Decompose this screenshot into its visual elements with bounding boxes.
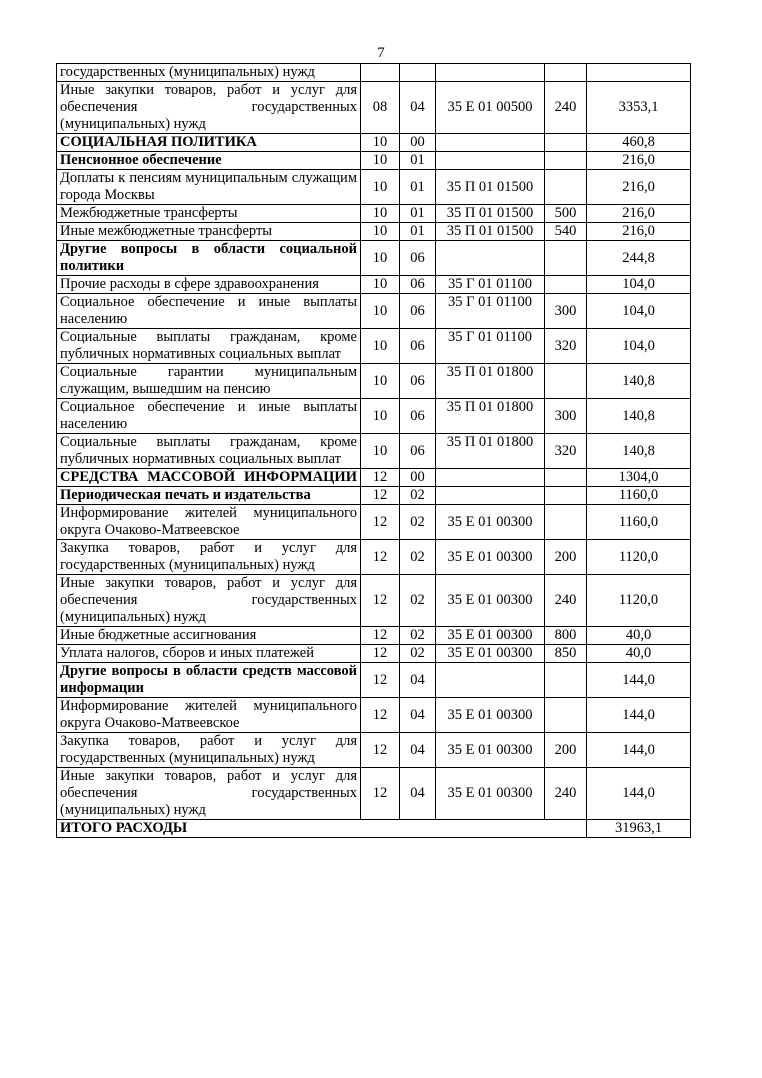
row-name-cell: Доплаты к пенсиям муниципальным служащим города Москвы — [57, 170, 361, 205]
row-name-cell: Иные бюджетные ассигнования — [57, 627, 361, 645]
table-row — [57, 487, 691, 505]
subsection-code-cell: 06 — [400, 434, 436, 469]
subsection-code-cell — [400, 64, 436, 82]
amount-cell: 104,0 — [587, 276, 691, 294]
table-row — [57, 627, 691, 645]
table-row — [57, 223, 691, 241]
amount-cell: 216,0 — [587, 205, 691, 223]
row-name-cell: Социальное обеспечение и иные выплаты населению — [57, 294, 361, 329]
row-name-cell: Иные межбюджетные трансферты — [57, 223, 361, 241]
row-name-cell: Периодическая печать и издательства — [57, 487, 361, 505]
row-name-cell: Информирование жителей муниципального округа Очаково-Матвеевское — [57, 505, 361, 540]
expense-type-code-cell — [545, 505, 587, 540]
row-name-cell: Другие вопросы в области средств массовой информации — [57, 663, 361, 698]
table-row — [57, 698, 691, 733]
expense-type-code-cell — [545, 698, 587, 733]
amount-cell: 144,0 — [587, 733, 691, 768]
table-row — [57, 82, 691, 134]
subsection-code-cell: 06 — [400, 329, 436, 364]
amount-cell: 144,0 — [587, 768, 691, 820]
target-item-code-cell: 35 Е 01 00300 — [436, 733, 545, 768]
row-name-cell: Социальные выплаты гражданам, кроме публичных нормативных социальных выплат — [57, 434, 361, 469]
subsection-code-cell: 02 — [400, 487, 436, 505]
section-code-cell: 12 — [361, 487, 400, 505]
total-row — [57, 820, 691, 838]
expense-type-code-cell: 540 — [545, 223, 587, 241]
amount-cell: 40,0 — [587, 645, 691, 663]
target-item-code-cell: 35 П 01 01500 — [436, 170, 545, 205]
target-item-code-cell: 35 П 01 01800 — [436, 434, 545, 469]
amount-cell: 216,0 — [587, 170, 691, 205]
target-item-code-cell — [436, 64, 545, 82]
subsection-code-cell: 06 — [400, 276, 436, 294]
table-row — [57, 64, 691, 82]
target-item-code-cell: 35 П 01 01500 — [436, 205, 545, 223]
expense-type-code-cell: 800 — [545, 627, 587, 645]
row-name-cell: Закупка товаров, работ и услуг для государственных (муниципальных) нужд — [57, 733, 361, 768]
table-row — [57, 540, 691, 575]
target-item-code-cell — [436, 134, 545, 152]
amount-cell: 1120,0 — [587, 540, 691, 575]
budget-expenditure-table — [56, 63, 691, 838]
row-name-cell: Социальные гарантии муниципальным служащим, вышедшим на пенсию — [57, 364, 361, 399]
table-row — [57, 170, 691, 205]
amount-cell: 216,0 — [587, 223, 691, 241]
amount-cell: 3353,1 — [587, 82, 691, 134]
expense-type-code-cell — [545, 170, 587, 205]
subsection-code-cell: 02 — [400, 627, 436, 645]
section-code-cell: 10 — [361, 434, 400, 469]
expense-type-code-cell: 320 — [545, 434, 587, 469]
target-item-code-cell: 35 Е 01 00300 — [436, 627, 545, 645]
expense-type-code-cell: 240 — [545, 768, 587, 820]
table-row — [57, 469, 691, 487]
expense-type-code-cell — [545, 134, 587, 152]
row-name-cell: Иные закупки товаров, работ и услуг для обеспечения государственных (муниципальных) нужд — [57, 575, 361, 627]
row-name-cell: Закупка товаров, работ и услуг для государственных (муниципальных) нужд — [57, 540, 361, 575]
row-name-cell: СРЕДСТВА МАССОВОЙ ИНФОРМАЦИИ — [57, 469, 361, 487]
expense-type-code-cell: 300 — [545, 294, 587, 329]
section-code-cell: 10 — [361, 364, 400, 399]
subsection-code-cell: 01 — [400, 170, 436, 205]
expense-type-code-cell: 850 — [545, 645, 587, 663]
row-name-cell: Социальное обеспечение и иные выплаты населению — [57, 399, 361, 434]
amount-cell: 104,0 — [587, 329, 691, 364]
section-code-cell: 10 — [361, 294, 400, 329]
expense-type-code-cell: 200 — [545, 540, 587, 575]
subsection-code-cell: 02 — [400, 505, 436, 540]
subsection-code-cell: 06 — [400, 294, 436, 329]
target-item-code-cell: 35 Е 01 00300 — [436, 768, 545, 820]
subsection-code-cell: 06 — [400, 364, 436, 399]
target-item-code-cell — [436, 663, 545, 698]
section-code-cell: 12 — [361, 768, 400, 820]
subsection-code-cell: 04 — [400, 698, 436, 733]
expense-type-code-cell: 240 — [545, 575, 587, 627]
section-code-cell: 12 — [361, 540, 400, 575]
section-code-cell: 10 — [361, 399, 400, 434]
row-name-cell: Социальные выплаты гражданам, кроме публичных нормативных социальных выплат — [57, 329, 361, 364]
row-name-cell: Информирование жителей муниципального округа Очаково-Матвеевское — [57, 698, 361, 733]
section-code-cell: 12 — [361, 505, 400, 540]
amount-cell: 244,8 — [587, 241, 691, 276]
expense-type-code-cell: 240 — [545, 82, 587, 134]
subsection-code-cell: 01 — [400, 205, 436, 223]
section-code-cell: 10 — [361, 223, 400, 241]
section-code-cell: 08 — [361, 82, 400, 134]
amount-cell: 140,8 — [587, 399, 691, 434]
amount-cell — [587, 64, 691, 82]
section-code-cell: 10 — [361, 205, 400, 223]
amount-cell: 1120,0 — [587, 575, 691, 627]
expense-type-code-cell: 200 — [545, 733, 587, 768]
subsection-code-cell: 02 — [400, 645, 436, 663]
section-code-cell: 10 — [361, 276, 400, 294]
target-item-code-cell: 35 Е 01 00300 — [436, 645, 545, 663]
section-code-cell: 10 — [361, 152, 400, 170]
section-code-cell: 12 — [361, 698, 400, 733]
section-code-cell: 12 — [361, 469, 400, 487]
expense-type-code-cell — [545, 487, 587, 505]
expense-type-code-cell: 320 — [545, 329, 587, 364]
table-row — [57, 663, 691, 698]
subsection-code-cell: 04 — [400, 733, 436, 768]
target-item-code-cell: 35 Г 01 01100 — [436, 329, 545, 364]
table-row — [57, 276, 691, 294]
section-code-cell: 12 — [361, 627, 400, 645]
section-code-cell: 10 — [361, 241, 400, 276]
subsection-code-cell: 01 — [400, 223, 436, 241]
table-row — [57, 329, 691, 364]
amount-cell: 460,8 — [587, 134, 691, 152]
subsection-code-cell: 00 — [400, 134, 436, 152]
amount-cell: 144,0 — [587, 663, 691, 698]
section-code-cell: 10 — [361, 134, 400, 152]
subsection-code-cell: 01 — [400, 152, 436, 170]
table-row — [57, 399, 691, 434]
row-name-cell: Прочие расходы в сфере здравоохранения — [57, 276, 361, 294]
target-item-code-cell: 35 Е 01 00500 — [436, 82, 545, 134]
target-item-code-cell: 35 П 01 01800 — [436, 399, 545, 434]
amount-cell: 104,0 — [587, 294, 691, 329]
target-item-code-cell: 35 Е 01 00300 — [436, 540, 545, 575]
section-code-cell — [361, 64, 400, 82]
table-row — [57, 364, 691, 399]
table-row — [57, 294, 691, 329]
expense-type-code-cell — [545, 152, 587, 170]
amount-cell: 1160,0 — [587, 487, 691, 505]
target-item-code-cell: 35 Г 01 01100 — [436, 276, 545, 294]
expense-type-code-cell: 500 — [545, 205, 587, 223]
target-item-code-cell — [436, 241, 545, 276]
expense-type-code-cell — [545, 469, 587, 487]
row-name-cell: СОЦИАЛЬНАЯ ПОЛИТИКА — [57, 134, 361, 152]
table-row — [57, 768, 691, 820]
subsection-code-cell: 02 — [400, 540, 436, 575]
amount-cell: 216,0 — [587, 152, 691, 170]
subsection-code-cell: 04 — [400, 663, 436, 698]
row-name-cell: Иные закупки товаров, работ и услуг для обеспечения государственных (муниципальных) нужд — [57, 82, 361, 134]
page-number: 7 — [377, 45, 385, 61]
section-code-cell: 12 — [361, 733, 400, 768]
target-item-code-cell: 35 Е 01 00300 — [436, 698, 545, 733]
expense-type-code-cell — [545, 364, 587, 399]
table-row — [57, 505, 691, 540]
target-item-code-cell: 35 Е 01 00300 — [436, 505, 545, 540]
subsection-code-cell: 04 — [400, 768, 436, 820]
section-code-cell: 12 — [361, 645, 400, 663]
target-item-code-cell: 35 П 01 01800 — [436, 364, 545, 399]
table-row — [57, 645, 691, 663]
expense-type-code-cell — [545, 276, 587, 294]
subsection-code-cell: 04 — [400, 82, 436, 134]
subsection-code-cell: 06 — [400, 241, 436, 276]
table-row — [57, 152, 691, 170]
amount-cell: 1160,0 — [587, 505, 691, 540]
expense-type-code-cell — [545, 241, 587, 276]
amount-cell: 1304,0 — [587, 469, 691, 487]
amount-cell: 140,8 — [587, 434, 691, 469]
row-name-cell: Другие вопросы в области социальной политики — [57, 241, 361, 276]
amount-cell: 40,0 — [587, 627, 691, 645]
target-item-code-cell — [436, 152, 545, 170]
subsection-code-cell: 02 — [400, 575, 436, 627]
row-name-cell: Межбюджетные трансферты — [57, 205, 361, 223]
total-amount: 31963,1 — [587, 820, 691, 838]
row-name-cell: Уплата налогов, сборов и иных платежей — [57, 645, 361, 663]
target-item-code-cell: 35 П 01 01500 — [436, 223, 545, 241]
table-row — [57, 733, 691, 768]
row-name-cell: Пенсионное обеспечение — [57, 152, 361, 170]
total-label: ИТОГО РАСХОДЫ — [57, 820, 587, 838]
row-name-cell: государственных (муниципальных) нужд — [57, 64, 361, 82]
amount-cell: 144,0 — [587, 698, 691, 733]
table-row — [57, 241, 691, 276]
expense-type-code-cell — [545, 663, 587, 698]
section-code-cell: 10 — [361, 329, 400, 364]
target-item-code-cell — [436, 469, 545, 487]
subsection-code-cell: 00 — [400, 469, 436, 487]
target-item-code-cell — [436, 487, 545, 505]
table-body — [57, 64, 691, 838]
section-code-cell: 12 — [361, 663, 400, 698]
expense-type-code-cell: 300 — [545, 399, 587, 434]
section-code-cell: 10 — [361, 170, 400, 205]
target-item-code-cell: 35 Е 01 00300 — [436, 575, 545, 627]
table-row — [57, 575, 691, 627]
subsection-code-cell: 06 — [400, 399, 436, 434]
target-item-code-cell: 35 Г 01 01100 — [436, 294, 545, 329]
table-row — [57, 134, 691, 152]
row-name-cell: Иные закупки товаров, работ и услуг для обеспечения государственных (муниципальных) нужд — [57, 768, 361, 820]
expense-type-code-cell — [545, 64, 587, 82]
table-row — [57, 205, 691, 223]
table-row — [57, 434, 691, 469]
amount-cell: 140,8 — [587, 364, 691, 399]
section-code-cell: 12 — [361, 575, 400, 627]
